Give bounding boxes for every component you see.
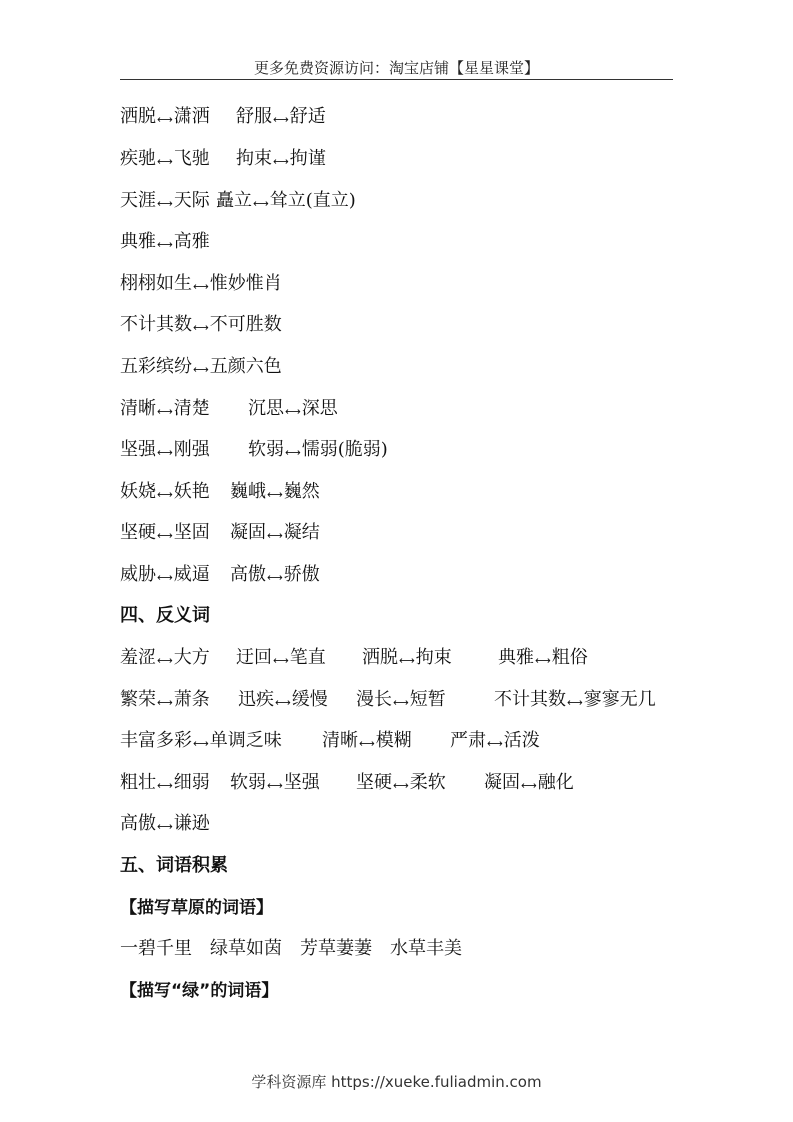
synonym-word-left: 疾驰 <box>120 148 156 169</box>
synonym-pair <box>120 147 210 174</box>
header-divider <box>120 79 673 80</box>
synonym-word-right: 高雅 <box>173 231 210 252</box>
synonym-word-right: 凝结 <box>283 522 320 543</box>
antonym-pair <box>484 771 574 798</box>
synonym-word-right: 惟妙惟肖 <box>209 273 282 294</box>
double-arrow-icon: ⟷ <box>267 571 283 584</box>
synonym-word-left: 沉思 <box>248 398 284 419</box>
synonym-word-left: 软弱 <box>248 439 284 460</box>
double-arrow-icon: ⟷ <box>157 571 173 584</box>
antonym-pair <box>120 688 210 715</box>
synonym-word-left: 五彩缤纷 <box>120 356 192 377</box>
antonym-word-right: 融化 <box>537 772 574 793</box>
synonym-word-right: 不可胜数 <box>209 314 282 335</box>
synonym-word-left: 拘束 <box>236 148 272 169</box>
antonym-word-left: 清晰 <box>322 730 358 751</box>
synonym-word-left: 栩栩如生 <box>120 273 192 294</box>
antonym-pair <box>450 729 540 756</box>
synonym-word-right: 威逼 <box>173 564 210 585</box>
antonym-pair <box>498 646 588 673</box>
synonym-word-right: 骄傲 <box>283 564 320 585</box>
antonym-pair <box>356 771 446 798</box>
antonym-word-right: 活泼 <box>503 730 540 751</box>
antonym-pair <box>356 688 446 715</box>
double-arrow-icon: ⟷ <box>393 696 409 709</box>
synonym-word-left: 威胁 <box>120 564 156 585</box>
synonym-word-right: 深思 <box>301 398 338 419</box>
synonym-word-right: 舒适 <box>289 106 326 127</box>
antonym-pair <box>236 646 326 673</box>
synonym-pair <box>216 189 356 216</box>
synonym-pair <box>230 480 320 507</box>
synonym-word-left: 矗立 <box>216 190 252 211</box>
antonym-word-left: 羞涩 <box>120 647 156 668</box>
double-arrow-icon: ⟷ <box>193 363 209 376</box>
synonym-pair <box>248 397 338 424</box>
double-arrow-icon: ⟷ <box>487 737 503 750</box>
antonym-pair <box>322 729 412 756</box>
antonym-word-right: 细弱 <box>173 772 210 793</box>
synonym-word-right: 飞驰 <box>173 148 210 169</box>
synonym-pair <box>120 438 210 465</box>
double-arrow-icon: ⟷ <box>253 197 269 210</box>
antonym-word-left: 漫长 <box>356 689 392 710</box>
antonym-word-left: 粗壮 <box>120 772 156 793</box>
antonym-word-left: 坚硬 <box>356 772 392 793</box>
double-arrow-icon: ⟷ <box>157 446 173 459</box>
synonym-pair <box>230 563 320 590</box>
antonym-pair <box>120 771 210 798</box>
synonym-pair <box>236 147 326 174</box>
grassland-words: 一碧千里 绿草如茵 芳草萋萋 水草丰美 <box>120 938 462 959</box>
antonym-word-left: 迂回 <box>236 647 272 668</box>
antonym-pair <box>494 688 656 715</box>
synonym-word-right: 坚固 <box>173 522 210 543</box>
synonym-word-right: 刚强 <box>173 439 210 460</box>
double-arrow-icon: ⟷ <box>157 654 173 667</box>
synonym-word-right: 耸立(直立) <box>269 190 356 211</box>
synonym-word-right: 巍然 <box>283 481 320 502</box>
antonym-word-right: 拘束 <box>415 647 452 668</box>
double-arrow-icon: ⟷ <box>157 405 173 418</box>
section-vocab-title: 五、词语积累 <box>120 855 228 876</box>
double-arrow-icon: ⟷ <box>157 197 173 210</box>
synonym-pair <box>120 230 210 257</box>
antonym-pair <box>238 688 328 715</box>
antonym-word-right: 谦逊 <box>173 813 210 834</box>
double-arrow-icon: ⟷ <box>193 321 209 334</box>
antonym-word-right: 单调乏味 <box>209 730 282 751</box>
double-arrow-icon: ⟷ <box>157 696 173 709</box>
synonym-word-left: 不计其数 <box>120 314 192 335</box>
synonym-word-left: 舒服 <box>236 106 272 127</box>
green-words-heading: 【描写“绿”的词语】 <box>120 981 279 1001</box>
synonym-word-left: 高傲 <box>230 564 266 585</box>
antonym-pair <box>362 646 452 673</box>
double-arrow-icon: ⟷ <box>157 820 173 833</box>
double-arrow-icon: ⟷ <box>285 446 301 459</box>
double-arrow-icon: ⟷ <box>285 405 301 418</box>
double-arrow-icon: ⟷ <box>567 696 583 709</box>
synonym-word-right: 妖艳 <box>173 481 210 502</box>
double-arrow-icon: ⟷ <box>273 113 289 126</box>
antonym-word-left: 丰富多彩 <box>120 730 192 751</box>
double-arrow-icon: ⟷ <box>521 779 537 792</box>
synonym-pair <box>120 563 210 590</box>
synonym-word-left: 巍峨 <box>230 481 266 502</box>
synonym-pair <box>120 313 282 340</box>
synonym-word-right: 潇洒 <box>173 106 210 127</box>
double-arrow-icon: ⟷ <box>193 737 209 750</box>
synonym-word-left: 洒脱 <box>120 106 156 127</box>
synonym-word-right: 懦弱(脆弱) <box>301 439 388 460</box>
synonym-pair <box>120 189 210 216</box>
antonym-word-right: 缓慢 <box>291 689 328 710</box>
double-arrow-icon: ⟷ <box>535 654 551 667</box>
double-arrow-icon: ⟷ <box>193 280 209 293</box>
double-arrow-icon: ⟷ <box>267 529 283 542</box>
antonym-word-left: 高傲 <box>120 813 156 834</box>
double-arrow-icon: ⟷ <box>273 654 289 667</box>
synonym-pair <box>120 272 282 299</box>
synonym-pair <box>230 521 320 548</box>
antonym-pair <box>120 729 282 756</box>
double-arrow-icon: ⟷ <box>157 238 173 251</box>
double-arrow-icon: ⟷ <box>267 779 283 792</box>
synonym-word-left: 天涯 <box>120 190 156 211</box>
double-arrow-icon: ⟷ <box>157 779 173 792</box>
antonym-word-left: 典雅 <box>498 647 534 668</box>
antonym-word-left: 凝固 <box>484 772 520 793</box>
antonym-pair <box>120 646 210 673</box>
double-arrow-icon: ⟷ <box>267 488 283 501</box>
double-arrow-icon: ⟷ <box>399 654 415 667</box>
antonym-pair <box>120 812 210 839</box>
antonym-word-right: 笔直 <box>289 647 326 668</box>
double-arrow-icon: ⟷ <box>157 155 173 168</box>
antonym-word-right: 模糊 <box>375 730 412 751</box>
synonym-pair <box>120 397 210 424</box>
synonym-word-left: 妖娆 <box>120 481 156 502</box>
antonym-word-right: 短暂 <box>409 689 446 710</box>
synonym-pair <box>120 105 210 132</box>
synonym-word-right: 五颜六色 <box>209 356 282 377</box>
synonym-word-right: 天际 <box>173 190 210 211</box>
antonym-word-left: 繁荣 <box>120 689 156 710</box>
antonym-word-right: 萧条 <box>173 689 210 710</box>
double-arrow-icon: ⟷ <box>273 155 289 168</box>
grassland-words-heading: 【描写草原的词语】 <box>120 898 273 918</box>
antonym-pair <box>230 771 320 798</box>
section-antonyms-title: 四、反义词 <box>120 605 210 626</box>
synonym-word-left: 坚硬 <box>120 522 156 543</box>
antonym-word-left: 迅疾 <box>238 689 274 710</box>
antonym-word-left: 不计其数 <box>494 689 566 710</box>
page-header: 更多免费资源访问：淘宝店铺【星星课堂】 <box>253 59 539 77</box>
double-arrow-icon: ⟷ <box>157 113 173 126</box>
antonym-word-right: 大方 <box>173 647 210 668</box>
synonym-pair <box>248 438 388 465</box>
antonym-word-right: 寥寥无几 <box>583 689 656 710</box>
antonym-word-right: 柔软 <box>409 772 446 793</box>
synonym-word-right: 拘谨 <box>289 148 326 169</box>
double-arrow-icon: ⟷ <box>393 779 409 792</box>
double-arrow-icon: ⟷ <box>359 737 375 750</box>
synonym-pair <box>120 355 282 382</box>
synonym-word-right: 清楚 <box>173 398 210 419</box>
antonym-word-left: 严肃 <box>450 730 486 751</box>
antonym-word-left: 软弱 <box>230 772 266 793</box>
synonym-pair <box>120 480 210 507</box>
double-arrow-icon: ⟷ <box>157 488 173 501</box>
synonym-word-left: 坚强 <box>120 439 156 460</box>
synonym-word-left: 凝固 <box>230 522 266 543</box>
antonym-word-right: 坚强 <box>283 772 320 793</box>
antonym-word-left: 洒脱 <box>362 647 398 668</box>
synonym-pair <box>236 105 326 132</box>
page-footer: 学科资源库 https://xueke.fuliadmin.com <box>251 1073 542 1091</box>
antonym-word-right: 粗俗 <box>551 647 588 668</box>
double-arrow-icon: ⟷ <box>157 529 173 542</box>
synonym-pair <box>120 521 210 548</box>
double-arrow-icon: ⟷ <box>275 696 291 709</box>
synonym-word-left: 典雅 <box>120 231 156 252</box>
synonym-word-left: 清晰 <box>120 398 156 419</box>
